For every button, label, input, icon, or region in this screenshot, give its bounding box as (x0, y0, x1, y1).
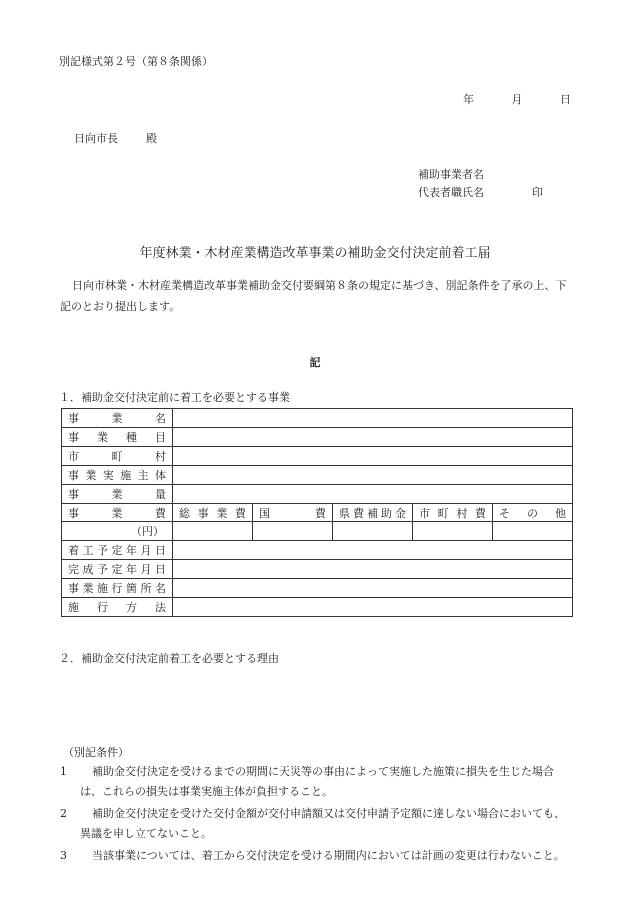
row-label-method: 施行方法 (62, 598, 173, 617)
row-label-implementer: 事業実施主体 (62, 466, 173, 485)
col-national-cost: 国費 (253, 504, 333, 522)
project-name-field[interactable] (173, 409, 573, 428)
table-row (62, 447, 573, 466)
row-label-project-volume: 事業量 (62, 485, 173, 504)
row-label-project-type: 事業種目 (62, 428, 173, 447)
section1-heading: １．補助金交付決定前に着工を必要とする事業 (59, 391, 290, 404)
list-item (60, 804, 575, 844)
row-label-municipality: 市町村 (62, 447, 173, 466)
start-date-field[interactable] (173, 541, 573, 560)
row-label-start-date: 着工予定年月日 (62, 541, 173, 560)
municipality-field[interactable] (173, 447, 573, 466)
municipal-cost-field[interactable] (413, 522, 493, 541)
table-row (62, 560, 573, 579)
site-name-field[interactable] (173, 579, 573, 598)
representative-label: 代表者職氏名 (418, 186, 484, 199)
col-total-cost: 総事業費 (173, 504, 253, 522)
table-row (62, 409, 573, 428)
total-cost-field[interactable] (173, 522, 253, 541)
note-text: 補助金交付決定を受けるまでの期間に天災等の事由によって実施した施策に損失を生じた場合は、これらの損失は事業実施主体が負担すること。 (80, 765, 554, 798)
row-label-site-name: 事業施行箇所名 (62, 579, 173, 598)
note-text: 補助金交付決定を受けた交付金額が交付申請額又は交付申請予定額に達しない場合においても、異議を申し立てないこと。 (80, 807, 565, 840)
addressee (74, 130, 157, 146)
table-row (62, 428, 573, 447)
other-cost-field[interactable] (493, 522, 573, 541)
note-text: 当該事業については、着工から交付決定を受ける期間内においては計画の変更は行わないこと。 (92, 849, 565, 862)
table-row (62, 504, 573, 522)
col-municipal-cost: 市町村費 (413, 504, 493, 522)
table-row (62, 579, 573, 598)
form-number: 別記様式第２号（第８条関係） (59, 55, 213, 68)
row-label-project-name: 事業名 (62, 409, 173, 428)
ki-heading: 記 (309, 356, 321, 369)
applicant-name-label: 補助事業者名 (418, 168, 484, 181)
project-type-field[interactable] (173, 428, 573, 447)
completion-date-field[interactable] (173, 560, 573, 579)
section2-heading: ２．補助金交付決定前着工を必要とする理由 (59, 652, 279, 665)
project-table (61, 408, 573, 617)
row-label-completion-date: 完成予定年月日 (62, 560, 173, 579)
table-row (62, 541, 573, 560)
table-row (62, 485, 573, 504)
table-row (62, 466, 573, 485)
table-row (62, 598, 573, 617)
method-field[interactable] (173, 598, 573, 617)
date-year-unit: 年 (463, 93, 474, 106)
applicant-block (418, 166, 543, 202)
cost-unit-label: （円） (62, 522, 173, 541)
table-row (62, 522, 573, 541)
addressee-name: 日向市長 (74, 132, 118, 145)
notes-heading: （別記条件） (63, 746, 129, 759)
seal-mark: 印 (532, 186, 543, 199)
date-month-unit: 月 (511, 93, 523, 106)
implementer-field[interactable] (173, 466, 573, 485)
note-number: 1 (60, 765, 67, 778)
list-item (60, 846, 575, 866)
national-cost-field[interactable] (253, 522, 333, 541)
prefecture-subsidy-field[interactable] (333, 522, 413, 541)
notes-list (60, 762, 575, 868)
note-number: 2 (60, 807, 67, 820)
date-day-unit: 日 (560, 93, 571, 106)
row-label-project-cost: 事業費 (62, 504, 173, 522)
document-title: 年度林業・木材産業構造改革事業の補助金交付決定前着工届 (139, 246, 491, 261)
intro-paragraph: 日向市林業・木材産業構造改革事業補助金交付要綱第８条の規定に基づき、別記条件を了承の上、下記のとおり提出します。 (60, 279, 567, 313)
date-line (463, 91, 571, 107)
col-other-cost: その他 (493, 504, 573, 522)
project-volume-field[interactable] (173, 485, 573, 504)
note-number: 3 (60, 849, 67, 862)
addressee-honorific: 殿 (146, 132, 157, 145)
list-item (60, 762, 575, 802)
col-prefecture-subsidy: 県費補助金 (333, 504, 413, 522)
